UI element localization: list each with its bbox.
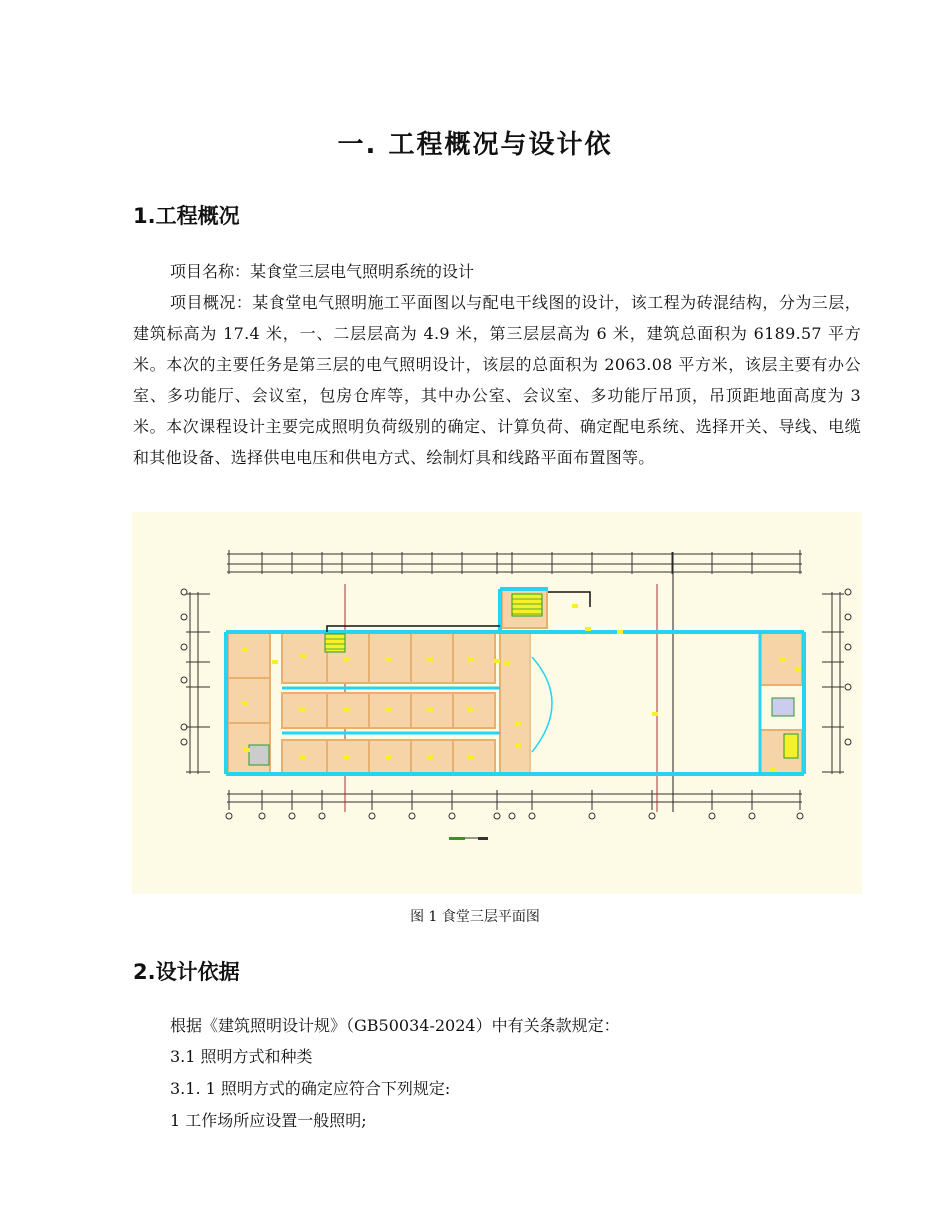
wiring-line-2 — [548, 592, 590, 607]
scale-bar — [449, 837, 488, 840]
section-heading-basis: 2.设计依据 — [133, 960, 240, 984]
section-heading-overview: 1.工程概况 — [133, 204, 240, 228]
axis-bubbles-bottom — [226, 813, 803, 819]
page-title: 一. 工程概况与设计依 — [337, 130, 613, 160]
basis-line: 1 工作场所应设置一般照明; — [170, 1111, 367, 1130]
stage-arc — [532, 657, 552, 752]
basis-line: 3.1 照明方式和种类 — [170, 1047, 313, 1066]
basis-line: 3.1. 1 照明方式的确定应符合下列规定: — [170, 1079, 451, 1098]
figure-caption: 图 1 食堂三层平面图 — [410, 909, 540, 925]
top-dimension-lines — [227, 554, 802, 572]
project-overview: 项目概况：某食堂电气照明施工平面图以与配电干线图的设计，该工程为砖混结构，分为三层，建筑标高为 17.4 米，一、二层层高为 4.9 米，第三层层高为 6 米，建筑总面积为 6189.57 平方米。本次的主要任务是第三层的电气照明设计，该层的总面积为 2063.08 平方米，该层主要有办公室、多功能厅、会议室，包房仓库等，其中办公室、会议室、多功能厅吊顶，吊顶距地面高度为 3 米。本次课程设计主要完成照明负荷级别的确定、计算负荷、确定配电系统、选择开关、导线、电缆和其他设备、选择供电电压和供电方式、绘制灯具和线路平面布置图等。 — [133, 293, 861, 467]
project-name: 项目名称：某食堂三层电气照明系统的设计 — [170, 262, 475, 281]
left-dimension-lines — [186, 592, 210, 774]
floor-plan-figure — [132, 512, 862, 894]
hall-outline — [530, 633, 760, 773]
right-dimension-lines — [822, 592, 844, 774]
bottom-dimension-ticks — [229, 790, 800, 810]
bottom-dimension-lines — [227, 794, 802, 802]
floor-plan-drawing — [132, 512, 862, 894]
basis-line: 根据《建筑照明设计规》（GB50034-2024）中有关条款规定： — [170, 1016, 620, 1035]
